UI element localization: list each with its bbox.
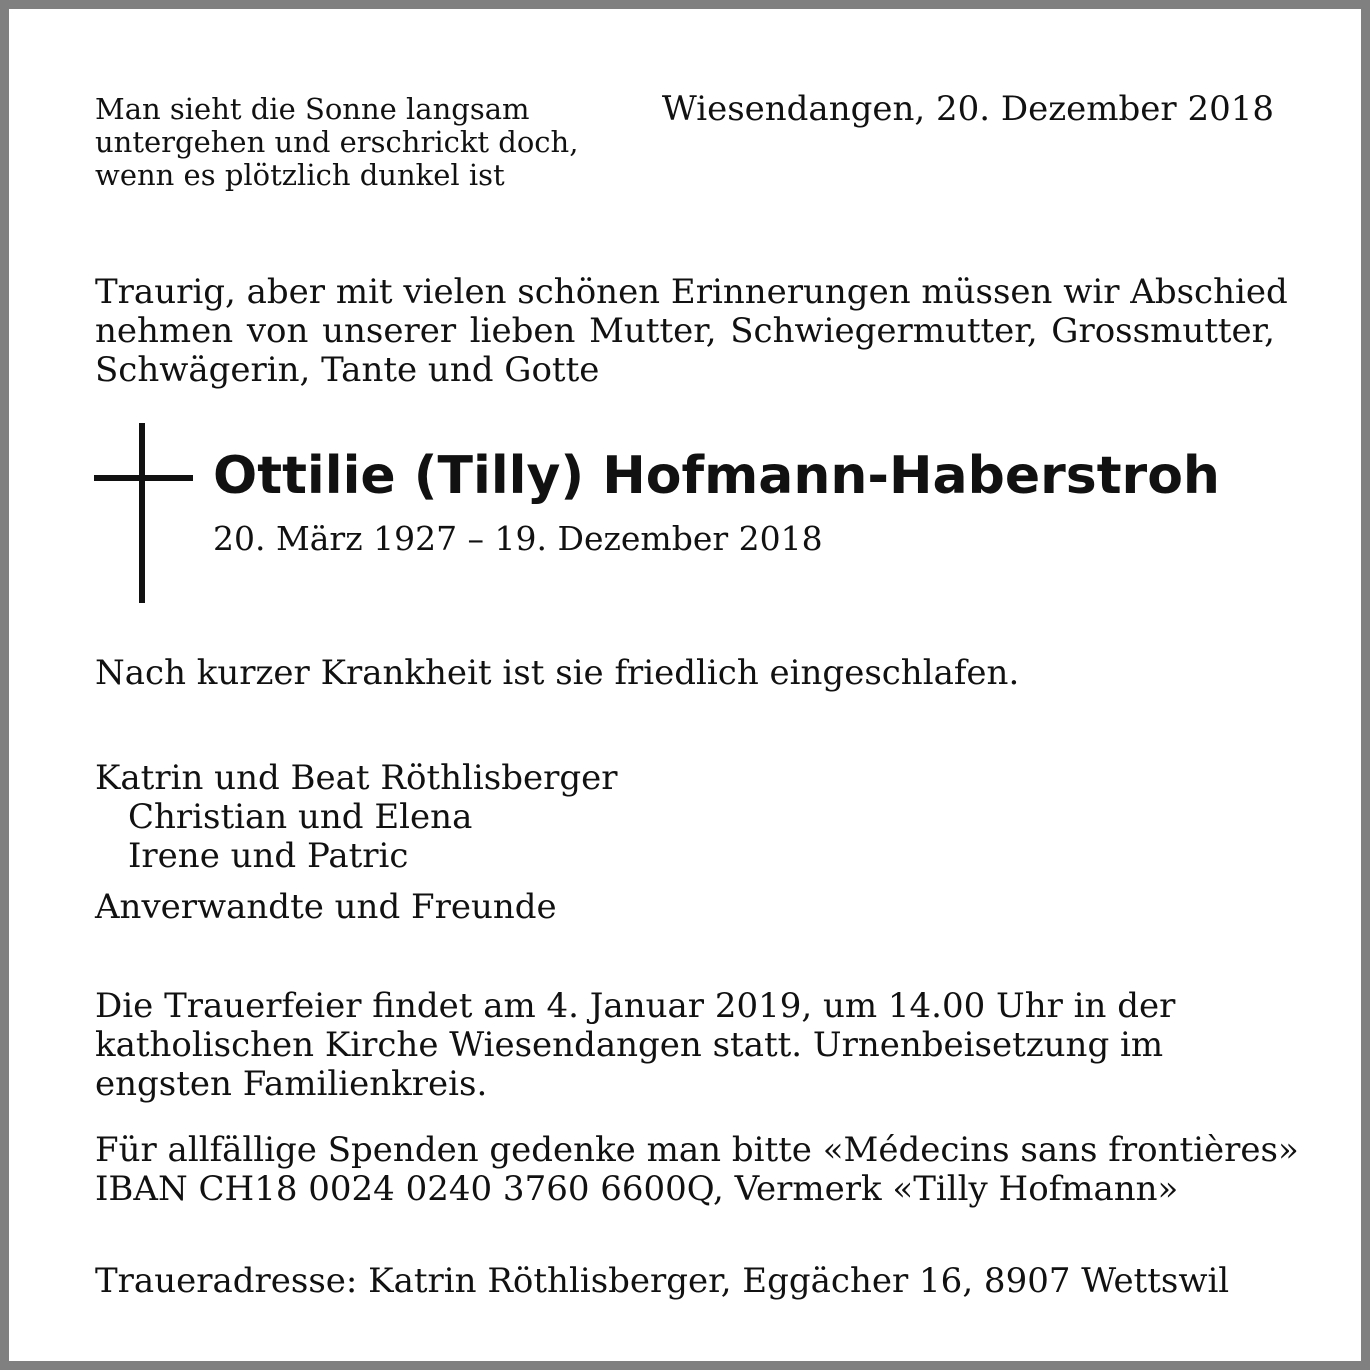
donation-info [95,1131,1299,1209]
motto-line: wenn es plötzlich dunkel ist [95,158,505,192]
intro-line: Traurig, aber mit vielen schönen Erinnerungen müssen wir Abschied [95,272,1288,312]
mourners-list [95,759,617,876]
mourning-address: Traueradresse: Katrin Röthlisberger, Eggächer 16, 8907 Wettswil [95,1261,1230,1301]
intro-line: nehmen von unserer lieben Mutter, Schwiegermutter, Grossmutter, [95,311,1275,351]
intro-text [95,272,1288,390]
cross-icon-horizontal-bar [94,475,193,481]
motto-line: untergehen und erschrickt doch, [95,125,579,159]
service-line: Die Trauerfeier findet am 4. Januar 2019, um 14.00 Uhr in der [95,986,1176,1026]
service-line: engsten Familienkreis. [95,1064,488,1104]
service-line: katholischen Kirche Wiesendangen statt. Urnenbeisetzung im [95,1025,1164,1065]
intro-line: Schwägerin, Tante und Gotte [95,350,600,390]
life-dates: 20. März 1927 – 19. Dezember 2018 [213,519,823,558]
mourner-child: Christian und Elena [128,797,473,837]
service-info [95,987,1175,1104]
donation-line: IBAN CH18 0024 0240 3760 6600Q, Vermerk «Tilly Hofmann» [95,1169,1179,1209]
deceased-name: Ottilie (Tilly) Hofmann-Haberstroh [213,446,1220,506]
motto-line: Man sieht die Sonne langsam [95,92,530,126]
place-date: Wiesendangen, 20. Dezember 2018 [661,89,1274,129]
donation-line: Für allfällige Spenden gedenke man bitte «Médecins sans frontières» [95,1130,1299,1170]
mourner-child: Irene und Patric [128,836,409,876]
motto-quote [95,93,615,192]
death-statement: Nach kurzer Krankheit ist sie friedlich eingeschlafen. [95,653,1020,693]
mourner-relatives: Anverwandte und Freunde [95,887,557,927]
mourner-primary: Katrin und Beat Röthlisberger [95,758,618,798]
cross-icon-vertical-bar [139,423,145,603]
